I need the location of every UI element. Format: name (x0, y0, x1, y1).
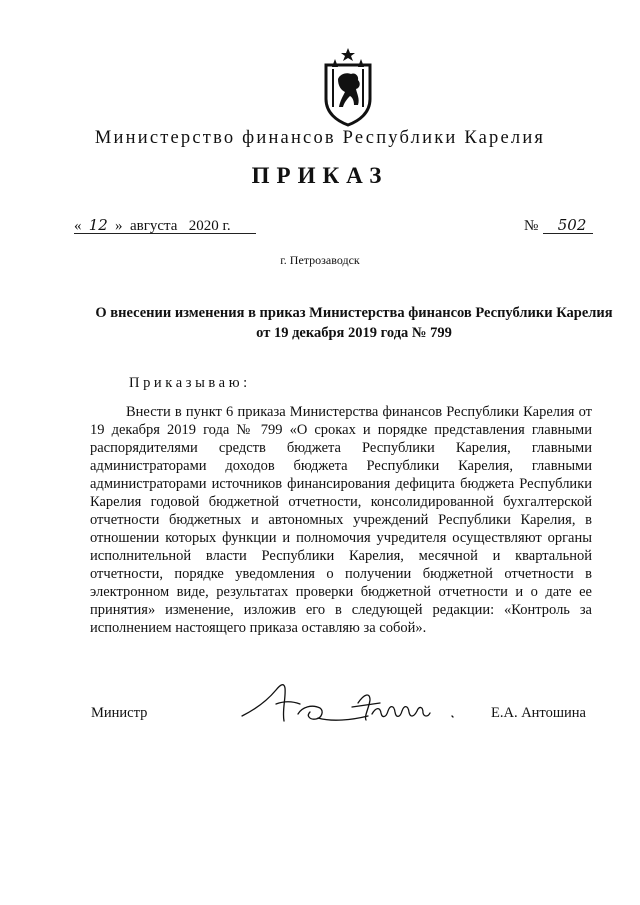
order-word: Приказываю: (129, 375, 251, 391)
number-underline (543, 233, 593, 234)
ministry-name: Министерство финансов Республики Карелия (94, 128, 546, 148)
date-day: 12 (88, 216, 108, 234)
city: г. Петрозаводск (280, 253, 360, 267)
signature-icon (240, 676, 466, 730)
number-label: № (524, 218, 539, 234)
date-open-quote: « (74, 218, 82, 234)
signatory-role: Министр (91, 705, 148, 721)
body-paragraph: Внести в пункт 6 приказа Министерства финансов Республики Карелия от 19 декабря 2019 года № 799 «О сроках и порядке представления главными распорядителями средств бюджета Республики Карелия, главными администраторами доходов бюджета Республики Карелия, главными администраторами источников финансирования дефицита бюджета Республики Карелия годовой бюджетной отчетности, консолидированной бухгалтерской отчетности бюджетных и автономных учреждений Республики Карелия, в отношении которых функции и полномочия учредителя осуществляют органы исполнительной власти Республики Карелия, месячной и квартальной отчетности, порядке уведомления о получении бюджетной отчетности в электронном виде, результатах проверки бюджетной отчетности и о дате ее принятия» изменение, изложив его в следующей редакции: «Контроль за исполнением настоящего приказа оставляю за собой». (90, 404, 592, 636)
date-month-year: » августа 2020 г. (115, 218, 231, 234)
subject-heading: О внесении изменения в приказ Министерства финансов Республики Карелия от 19 декабря 2019 года № 799 (95, 305, 613, 341)
signatory-name: Е.А. Антошина (491, 705, 586, 721)
coat-of-arms-icon (318, 47, 378, 127)
number-value: 502 (557, 216, 587, 234)
document-type-title: ПРИКАЗ (251, 163, 389, 188)
date-underline (74, 233, 256, 234)
